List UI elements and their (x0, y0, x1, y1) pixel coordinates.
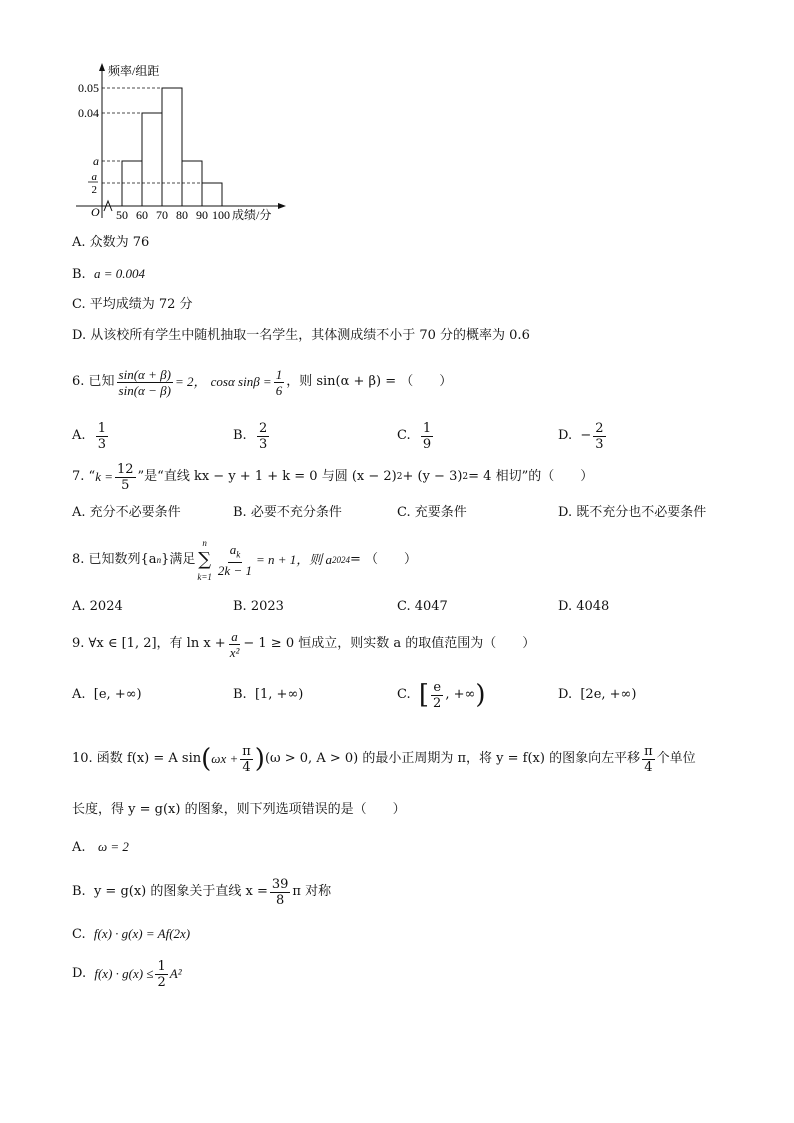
origin-label: O (91, 205, 100, 219)
q6-option-d: D. − $\frac{2}{3}$ (558, 420, 604, 452)
q9-stem: 9. ∀x ∈ [1, 2]，有 ln x + $\frac{a}{\text{x²}}$ − 1 ≥ 0 恒成立，则实数 a 的取值范围为（ ） (72, 628, 536, 660)
q6-stem: 6. 已知 $\frac{\sin(\alpha + \beta)}{\sin(\alpha - \beta)}$ = 2， cosα sinβ = $\frac{1}{6}$ ，则 sin(α + β) = （ ） (72, 366, 453, 398)
q8-option-b: B. 2023 (233, 599, 284, 614)
q9-option-d: D. [2e, +∞) (558, 687, 637, 702)
q5-option-b: B. a = 0.004 (72, 266, 145, 282)
q6-option-c: C. $\frac{1}{9}$ (397, 420, 432, 452)
q5-option-a: A. 众数为 76 (72, 235, 150, 250)
ytick-a: a (93, 154, 99, 168)
x-axis-label: 成绩/分 (232, 208, 272, 222)
xtick-90: 90 (196, 208, 208, 222)
q6-option-b: B. $\frac{2}{3}$ (233, 420, 268, 452)
histogram-bar-60-70 (142, 113, 162, 206)
ytick-005: 0.05 (78, 81, 99, 95)
q7-option-c: C. 充要条件 (397, 505, 467, 520)
histogram-bar-90-100 (202, 183, 222, 206)
y-axis-arrow-icon (99, 63, 105, 71)
q7-option-b: B. 必要不充分条件 (233, 505, 342, 520)
xtick-80: 80 (176, 208, 188, 222)
x-axis-arrow-icon (278, 203, 286, 209)
q9-option-c: C. [ $\frac{e}{2}$ , +∞ ) (397, 679, 486, 711)
q5-option-c: C. 平均成绩为 72 分 (72, 297, 193, 312)
q7-stem: 7. “ k = $\frac{12}{5}$ ”是“直线 kx − y + 1 + k = 0 与圆 (x − 2) 2 + (y − 3) 2 = 4 相切”的（ ） (72, 461, 594, 493)
histogram-bar-50-60 (122, 161, 142, 206)
q10-option-c: C. f(x) · g(x) = Af(2x) (72, 926, 191, 942)
q7-option-d: D. 既不充分也不必要条件 (558, 505, 707, 520)
q9-option-b: B. [1, +∞) (233, 687, 304, 702)
histogram-bar-80-90 (182, 161, 202, 206)
y-axis-label: 频率/组距 (108, 64, 160, 78)
q10-stem: 10. 函数 f(x) = A sin ( ωx + $\frac{\pi}{4}$ ) (ω > 0, A > 0) 的最小正周期为 π，将 y = f(x) 的图象向左平移 $\frac{\pi}{4}$ 个单位 (72, 743, 696, 775)
q10-option-b: B. y = g(x) 的图象关于直线 x = $\frac{39}{8}$ π 对称 (72, 876, 332, 908)
q8-option-c: C. 4047 (397, 599, 448, 614)
xtick-100: 100 (212, 208, 230, 222)
q9-option-a: A. [e, +∞) (72, 687, 142, 702)
q7-option-a: A. 充分不必要条件 (72, 505, 181, 520)
q5-option-d: D. 从该校所有学生中随机抽取一名学生，其体测成绩不小于 70 分的概率为 0.6 (72, 328, 530, 343)
ytick-a-half-num: a (91, 171, 97, 183)
q10-option-a: A. ω = 2 (72, 839, 129, 855)
q8-option-a: A. 2024 (72, 599, 123, 614)
xtick-50: 50 (116, 208, 128, 222)
histogram (66, 58, 296, 228)
ytick-004: 0.04 (78, 106, 99, 120)
q6-option-a: A. $\frac{1}{3}$ (72, 420, 107, 452)
histogram-bar-70-80 (162, 88, 182, 206)
histogram-bars (122, 88, 222, 206)
q8-stem: 8. 已知数列{a n }满足 n ∑ k=1 $\frac{a_k}{2k - 1}$ = n + 1，则 a 2024 = （ ） (72, 538, 418, 582)
xtick-70: 70 (156, 208, 168, 222)
q8-option-d: D. 4048 (558, 599, 610, 614)
q10-stem-line2: 长度，得 y = g(x) 的图象，则下列选项错误的是（ ） (72, 802, 406, 817)
ytick-a-half-den: 2 (91, 184, 97, 196)
q10-option-d: D. f(x) · g(x) ≤ $\frac{1}{2}$ A² (72, 958, 182, 990)
xtick-60: 60 (136, 208, 148, 222)
